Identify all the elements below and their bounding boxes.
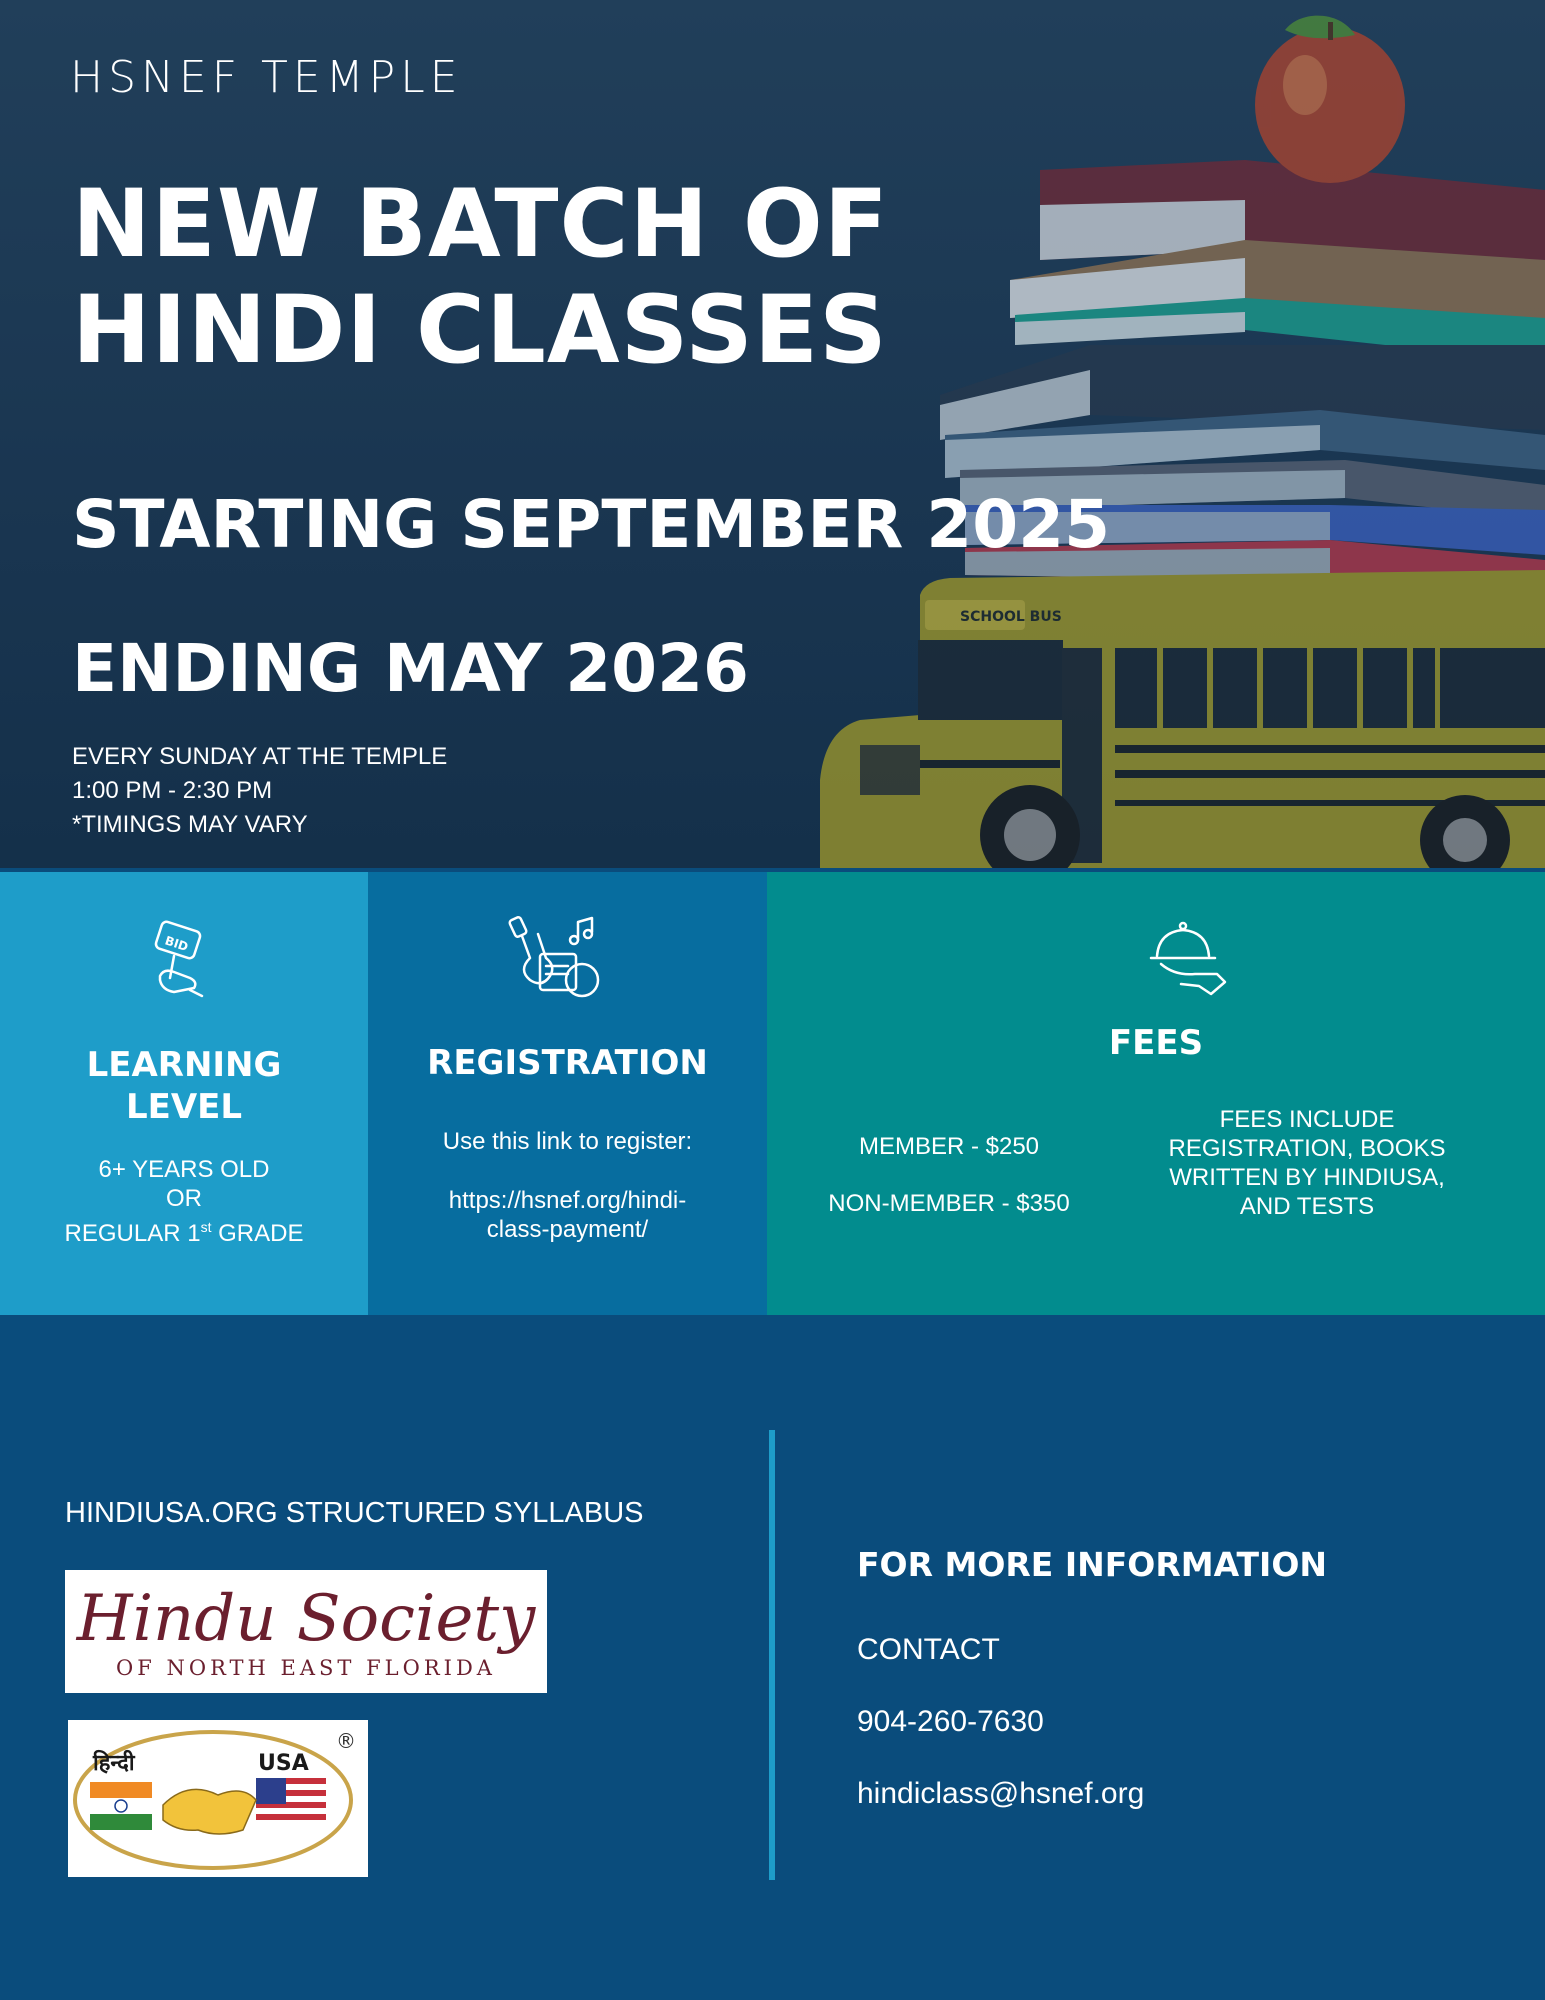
fees-includes-line-1: FEES INCLUDE — [1219, 1106, 1395, 1133]
learning-grade: REGULAR 1st GRADE — [64, 1219, 304, 1247]
brand-name: HSNEF TEMPLE — [70, 52, 463, 103]
books-bus-illustration — [800, 0, 1545, 868]
hindiusa-logo-hindi: हिन्दी — [93, 1751, 135, 1776]
serving-cloche-icon — [1147, 920, 1232, 998]
contact-label: CONTACT — [857, 1633, 1000, 1666]
schedule-day: EVERY SUNDAY AT THE TEMPLE — [72, 743, 448, 770]
syllabus-label: HINDIUSA.ORG STRUCTURED SYLLABUS — [65, 1497, 644, 1529]
schedule-note: *TIMINGS MAY VARY — [72, 811, 308, 838]
registration-heading: REGISTRATION — [427, 1043, 708, 1083]
learning-age: 6+ YEARS OLD — [98, 1156, 270, 1183]
hero-section — [0, 0, 1545, 868]
contact-phone[interactable]: 904-260-7630 — [857, 1705, 1044, 1738]
bid-paddle-icon — [150, 920, 220, 1000]
fees-includes-line-3: WRITTEN BY HINDIUSA, — [1169, 1164, 1445, 1191]
registration-link-line-2[interactable]: class-payment/ — [486, 1216, 649, 1243]
page-title — [72, 172, 889, 384]
learning-level-text — [0, 1155, 368, 1248]
fee-non-member: NON-MEMBER - $350 — [828, 1190, 1070, 1217]
fees-heading: FEES — [1108, 1023, 1204, 1063]
fees-includes — [1157, 1105, 1457, 1221]
learning-heading-line-2: LEVEL — [125, 1087, 243, 1127]
learning-level-heading — [0, 1044, 368, 1128]
hindiusa-logo — [68, 1720, 368, 1877]
schedule — [72, 740, 447, 842]
fee-member: MEMBER - $250 — [858, 1133, 1040, 1160]
vertical-divider — [769, 1430, 775, 1880]
footer-section — [0, 1315, 1545, 2000]
end-date: ENDING MAY 2026 — [72, 630, 749, 707]
hindiusa-logo-usa: USA — [258, 1751, 309, 1776]
title-line-2: HINDI CLASSES — [72, 276, 888, 385]
registration-link[interactable] — [368, 1186, 767, 1244]
bus-sign: SCHOOL BUS — [960, 609, 1062, 625]
start-date: STARTING SEPTEMBER 2025 — [72, 486, 1110, 563]
hsnef-logo-sub: OF NORTH EAST FLORIDA — [116, 1656, 496, 1680]
registered-mark: ® — [336, 1729, 356, 1753]
fees-includes-line-2: REGISTRATION, BOOKS — [1168, 1135, 1446, 1162]
fees-panel — [767, 872, 1545, 1315]
contact-email[interactable]: hindiclass@hsnef.org — [857, 1777, 1145, 1810]
music-instruments-icon — [508, 914, 608, 1002]
registration-panel — [368, 872, 767, 1315]
bid-paddle-text: BID — [163, 933, 190, 955]
registration-prompt: Use this link to register: — [442, 1128, 693, 1155]
schedule-time: 1:00 PM - 2:30 PM — [72, 777, 273, 804]
hsnef-logo — [65, 1570, 547, 1693]
info-heading: FOR MORE INFORMATION — [857, 1545, 1328, 1584]
fees-includes-line-4: AND TESTS — [1239, 1193, 1375, 1220]
registration-link-line-1[interactable]: https://hsnef.org/hindi- — [448, 1187, 687, 1214]
learning-or: OR — [166, 1185, 202, 1212]
learning-level-panel — [0, 872, 368, 1315]
title-line-1: NEW BATCH OF — [72, 170, 890, 279]
hsnef-logo-script: Hindu Society — [76, 1582, 536, 1656]
learning-heading-line-1: LEARNING — [86, 1045, 282, 1085]
